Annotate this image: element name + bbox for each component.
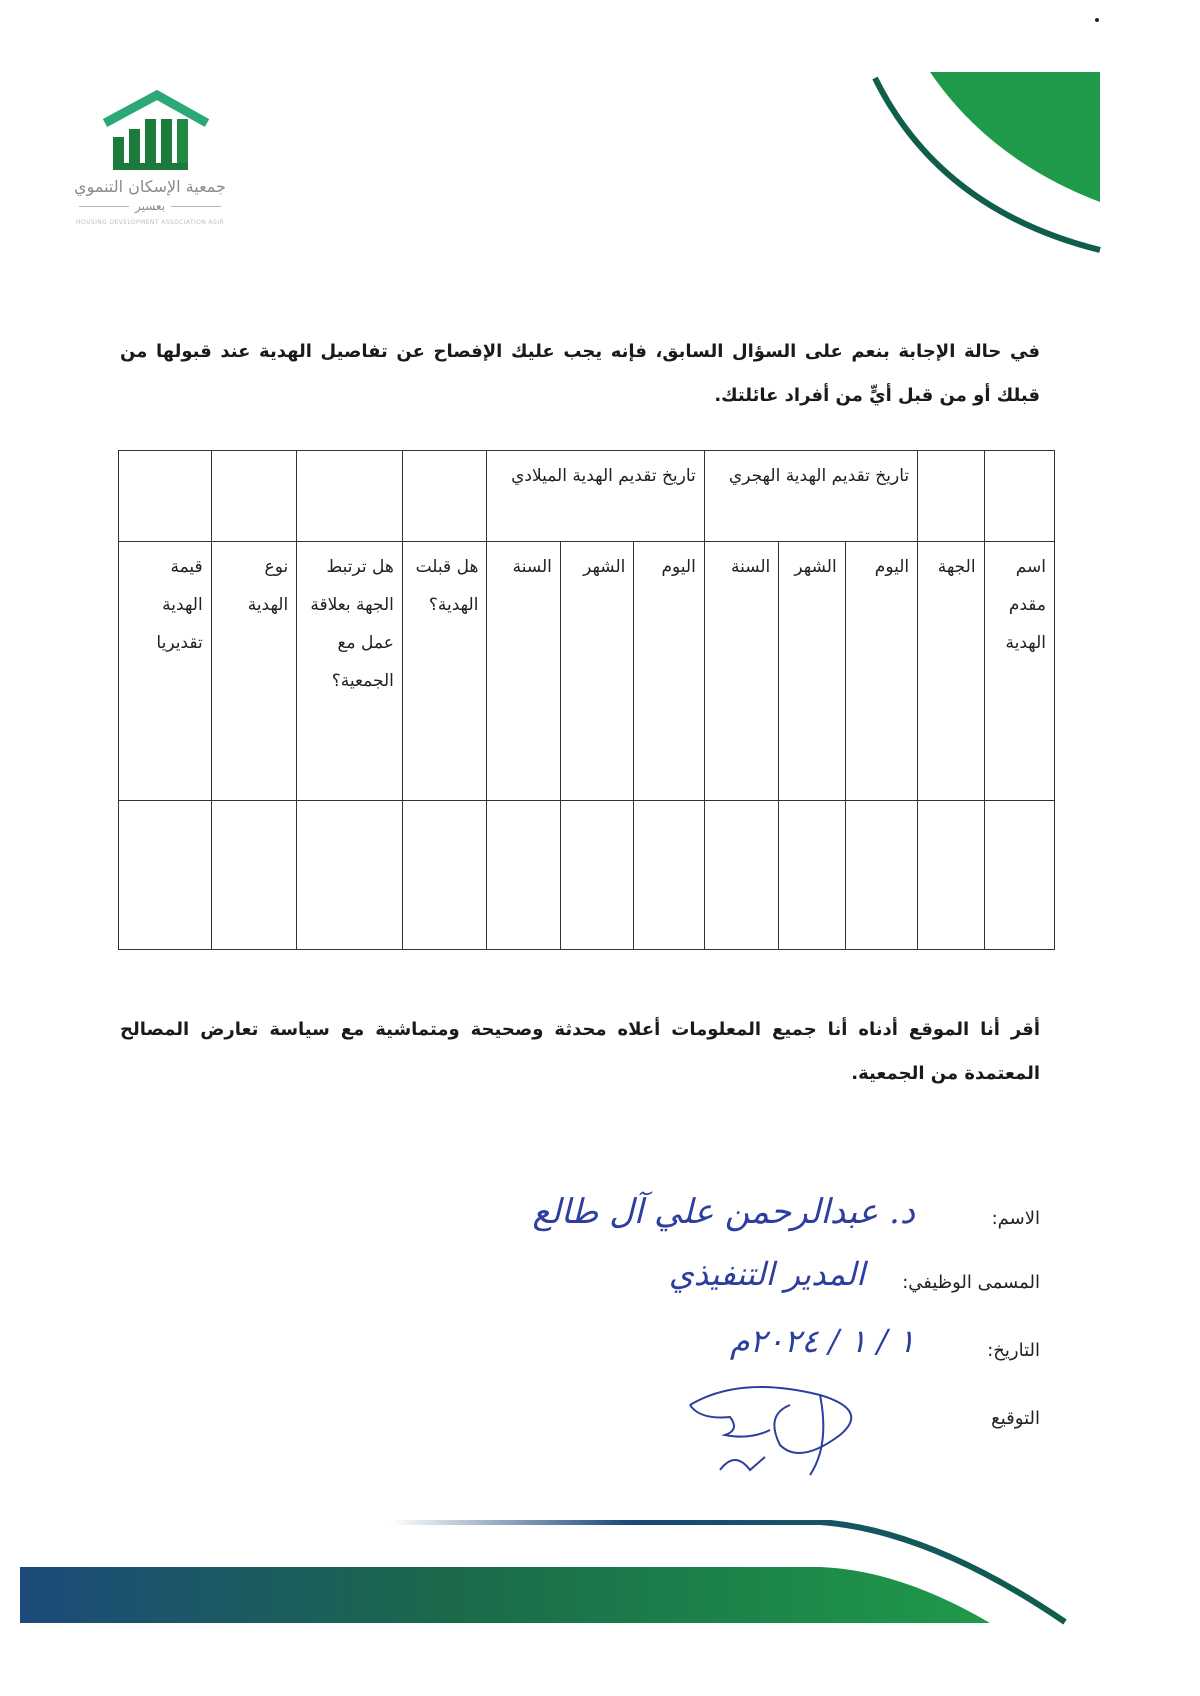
- col-header-gregorian-day: اليوم: [634, 542, 704, 801]
- date-value: ١ / ١ / ٢٠٢٤م: [729, 1322, 915, 1360]
- cell-giver-name[interactable]: [984, 801, 1054, 950]
- cell-entity[interactable]: [918, 801, 984, 950]
- intro-paragraph: في حالة الإجابة بنعم على السؤال السابق، فإنه يجب عليك الإفصاح عن تفاصيل الهدية عند قبولها من قبلك أو من قبل أيٍّ من أفراد عائلتك.: [120, 341, 1040, 406]
- scan-dot: [1095, 18, 1099, 22]
- footer-green-band: [20, 1567, 990, 1623]
- signature-label: التوقيع: [991, 1408, 1040, 1429]
- gift-disclosure-table: [118, 450, 1055, 950]
- cell-business-relation[interactable]: [297, 801, 403, 950]
- cell-hijri-year[interactable]: [704, 801, 778, 950]
- job-title-label: المسمى الوظيفي:: [902, 1272, 1040, 1293]
- table-header-empty: [402, 451, 487, 542]
- cell-hijri-day[interactable]: [845, 801, 917, 950]
- col-header-gift-value: قيمة الهدية تقديريا: [119, 542, 212, 801]
- cell-gregorian-month[interactable]: [560, 801, 633, 950]
- cell-gregorian-day[interactable]: [634, 801, 704, 950]
- col-header-gift-type: نوع الهدية: [211, 542, 297, 801]
- handwritten-signature-icon: [680, 1375, 880, 1485]
- name-value: د. عبدالرحمن علي آل طالع: [532, 1192, 915, 1232]
- cell-gift-value[interactable]: [119, 801, 212, 950]
- table-header-empty: [211, 451, 297, 542]
- org-name-arabic: جمعية الإسكان التنموي: [74, 177, 226, 196]
- hijri-date-group-header: تاريخ تقديم الهدية الهجري: [704, 451, 917, 542]
- col-header-hijri-month: الشهر: [779, 542, 845, 801]
- cell-gregorian-year[interactable]: [487, 801, 560, 950]
- footer-decoration: [0, 1520, 1200, 1696]
- table-column-header-row: [119, 542, 1055, 801]
- name-label: الاسم:: [991, 1208, 1040, 1229]
- col-header-gift-accepted: هل قبلت الهدية؟: [402, 542, 487, 801]
- corner-decoration: [820, 60, 1200, 260]
- organization-logo: [55, 85, 265, 235]
- col-header-hijri-year: السنة: [704, 542, 778, 801]
- col-header-gregorian-year: السنة: [487, 542, 560, 801]
- col-header-entity: الجهة: [918, 542, 984, 801]
- table-header-empty: [984, 451, 1054, 542]
- table-group-header-row: [119, 451, 1055, 542]
- col-header-hijri-day: اليوم: [845, 542, 917, 801]
- cell-hijri-month[interactable]: [779, 801, 845, 950]
- date-label: التاريخ:: [987, 1340, 1040, 1361]
- org-city-arabic: بعسير: [55, 199, 245, 213]
- table-header-empty: [297, 451, 403, 542]
- org-name-english: HOUSING DEVELOPMENT ASSOCIATION ASIR: [76, 219, 224, 226]
- table-header-empty: [119, 451, 212, 542]
- col-header-giver-name: اسم مقدم الهدية: [984, 542, 1054, 801]
- col-header-business-relation: هل ترتبط الجهة بعلاقة عمل مع الجمعية؟: [297, 542, 403, 801]
- col-header-gregorian-month: الشهر: [560, 542, 633, 801]
- table-header-empty: [918, 451, 984, 542]
- declaration-paragraph: أقر أنا الموقع أدناه أنا جميع المعلومات أعلاه محدثة وصحيحة ومتماشية مع سياسة تعارض المصالح المعتمدة من الجمعية.: [120, 1019, 1040, 1084]
- cell-gift-accepted[interactable]: [402, 801, 487, 950]
- gregorian-date-group-header: تاريخ تقديم الهدية الميلادي: [487, 451, 704, 542]
- house-roof-logo-icon: [55, 85, 245, 175]
- job-title-value: المدير التنفيذي: [668, 1255, 865, 1293]
- cell-gift-type[interactable]: [211, 801, 297, 950]
- table-row: [119, 801, 1055, 950]
